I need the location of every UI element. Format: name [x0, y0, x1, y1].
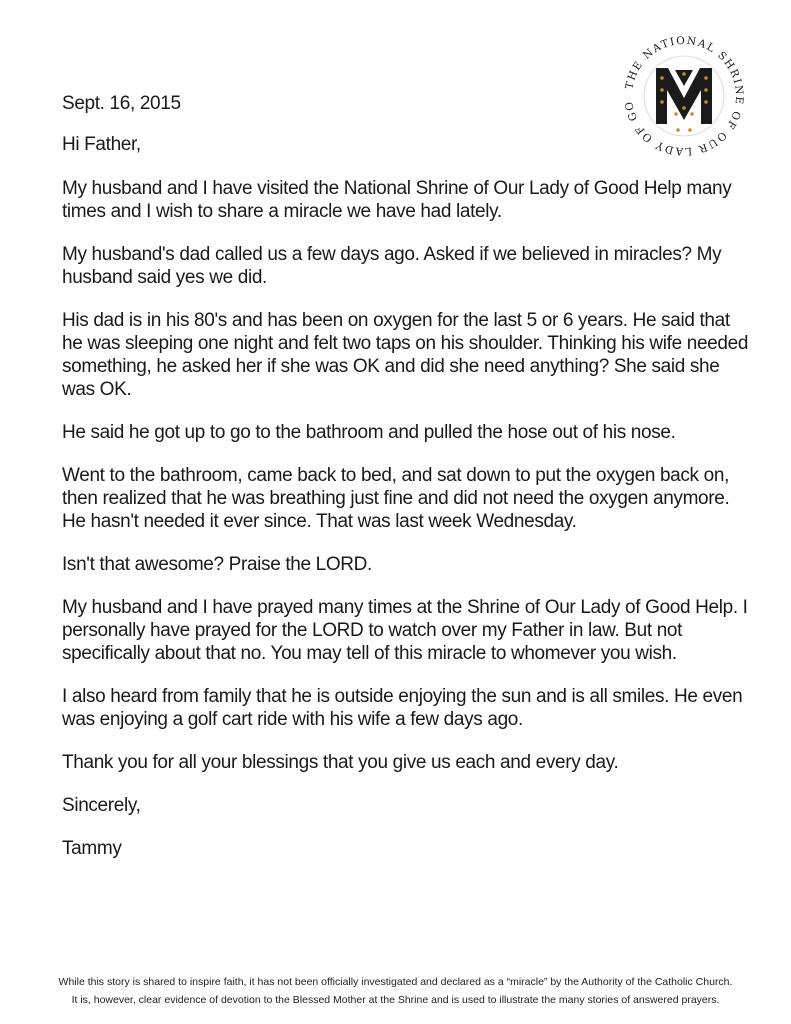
letter-paragraph: My husband and I have prayed many times at the Shrine of Our Lady of Good Help. I personally have prayed for the LORD to watch over my Father in law. But not specifically about that no. You may tell of this miracle to whomever you wish.: [62, 597, 748, 664]
letter-greeting: Hi Father,: [62, 134, 141, 155]
letter-date: Sept. 16, 2015: [62, 93, 181, 114]
letter-closing: Sincerely,: [62, 795, 141, 816]
letter-paragraph: Thank you for all your blessings that you give us each and every day.: [62, 752, 619, 773]
disclaimer-line-2: It is, however, clear evidence of devotion to the Blessed Mother at the Shrine and is used to illustrate the many stories of answered prayers.: [71, 994, 720, 1006]
letter-paragraph: I also heard from family that he is outside enjoying the sun and is all smiles. He even was enjoying a golf cart ride with his wife a few days ago.: [62, 686, 743, 730]
letter-paragraph: My husband's dad called us a few days ago. Asked if we believed in miracles? My husband said yes we did.: [62, 244, 722, 288]
footer-disclaimer: [0, 973, 791, 1009]
letter-paragraph: Isn't that awesome? Praise the LORD.: [62, 554, 372, 575]
letter-paragraph: His dad is in his 80's and has been on oxygen for the last 5 or 6 years. He said that he was sleeping one night and felt two taps on his shoulder. Thinking his wife needed something, he asked her if she was OK and did she need anything? She said she was OK.: [62, 310, 749, 400]
disclaimer-line-1: While this story is shared to inspire faith, it has not been officially investigated and declared as a “miracle” by the Authority of the Catholic Church.: [58, 976, 733, 988]
letter-signature: Tammy: [62, 838, 122, 859]
letter-paragraph: My husband and I have visited the National Shrine of Our Lady of Good Help many times and I wish to share a miracle we have had lately.: [62, 178, 732, 222]
seal-ring-text: THE NATIONAL SHRINE OF OUR LADY OF GO: [623, 34, 746, 158]
letter-paragraph: Went to the bathroom, came back to bed, and sat down to put the oxygen back on, then realized that he was breathing just fine and did not need the oxygen anymore. He hasn't needed it ever since. That was last week Wednesday.: [62, 465, 730, 532]
letter-paragraph: He said he got up to go to the bathroom and pulled the hose out of his nose.: [62, 422, 676, 443]
letter-body: [62, 92, 752, 860]
